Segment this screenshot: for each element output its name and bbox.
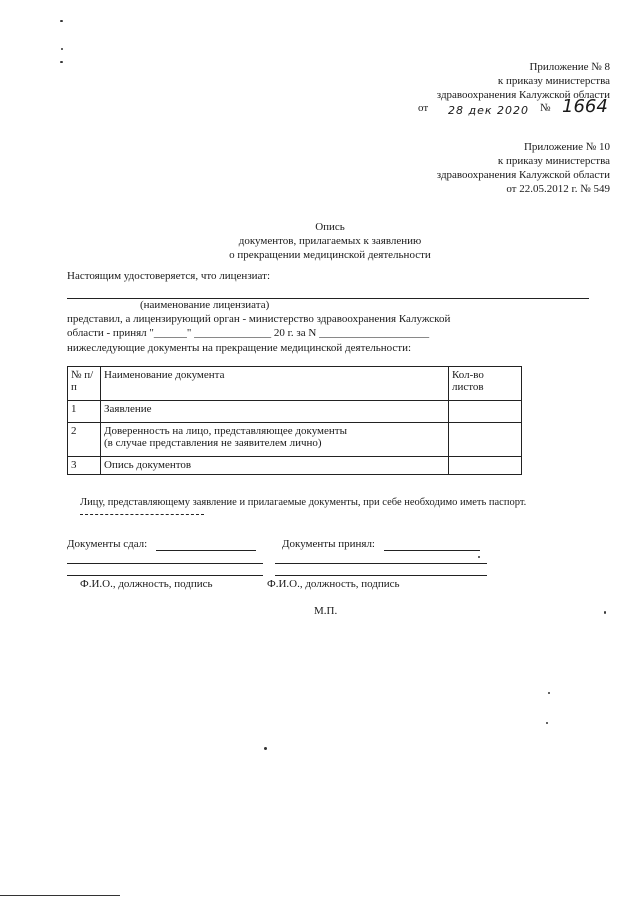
table-header-row bbox=[68, 367, 522, 401]
table-row bbox=[68, 423, 522, 457]
appendix10-title: Приложение № 10 bbox=[523, 141, 610, 153]
row-sheets bbox=[449, 423, 522, 457]
table-row bbox=[68, 401, 522, 423]
title-line3: о прекращении медицинской деятельности bbox=[229, 249, 431, 261]
scan-speck bbox=[546, 722, 548, 724]
appendix10-block bbox=[380, 140, 610, 196]
appendix8-title: Приложение № 8 bbox=[529, 61, 610, 73]
licensee-caption: (наименование лицензиата) bbox=[140, 299, 270, 311]
row-name-line2: (в случае представления не заявителем лично) bbox=[104, 437, 322, 449]
appendix10-date: от 22.05.2012 г. № 549 bbox=[506, 183, 610, 195]
submitted-line-3 bbox=[67, 575, 263, 576]
scan-speck bbox=[60, 61, 63, 63]
presented-text-1: представил, а лицензирующий орган - министерство здравоохранения Калужской bbox=[67, 313, 451, 325]
appendix8-number-handwritten: 1664 bbox=[562, 96, 608, 117]
passport-note: Лицу, представляющему заявление и прилагаемые документы, при себе необходимо иметь паспорт. bbox=[80, 497, 527, 508]
row-name bbox=[101, 401, 449, 423]
row-name-line1: Заявление bbox=[104, 403, 152, 415]
scan-speck bbox=[60, 20, 63, 22]
appendix8-ministry: здравоохранения Калужской области bbox=[436, 89, 610, 101]
row-num: 1 bbox=[68, 401, 101, 423]
row-name bbox=[101, 423, 449, 457]
stamp-place: М.П. bbox=[314, 605, 338, 617]
row-sheets bbox=[449, 401, 522, 423]
row-num: 2 bbox=[68, 423, 101, 457]
title-line1: Опись bbox=[315, 221, 345, 233]
appendix8-number-label: № bbox=[540, 102, 551, 114]
accepted-line-1 bbox=[384, 550, 480, 551]
title-line2: документов, прилагаемых к заявлению bbox=[238, 235, 422, 247]
accepted-label: Документы принял: bbox=[282, 538, 375, 550]
appendix8-date-label: от bbox=[418, 102, 429, 114]
accepted-line-2 bbox=[275, 563, 487, 564]
fio-caption-left: Ф.И.О., должность, подпись bbox=[80, 578, 213, 590]
header-num: № п/п bbox=[68, 367, 101, 401]
fio-caption-right: Ф.И.О., должность, подпись bbox=[267, 578, 400, 590]
appendix8-date-handwritten: 28 дек 2020 bbox=[448, 104, 530, 117]
presented-text-3: нижеследующие документы на прекращение медицинской деятельности: bbox=[67, 342, 412, 354]
accepted-line-3 bbox=[275, 575, 487, 576]
scan-speck bbox=[548, 692, 550, 694]
documents-table bbox=[67, 366, 522, 475]
passport-note-underline bbox=[80, 514, 204, 515]
appendix10-ministry: здравоохранения Калужской области bbox=[436, 169, 610, 181]
table-row bbox=[68, 457, 522, 475]
submitted-label: Документы сдал: bbox=[67, 538, 148, 550]
presented-text-2: области - принял "______" ______________ 20 г. за N ____________________ bbox=[67, 327, 430, 339]
bottom-rule bbox=[0, 895, 120, 896]
submitted-line-1 bbox=[156, 550, 256, 551]
scan-speck bbox=[478, 556, 480, 558]
header-name: Наименование документа bbox=[101, 367, 449, 401]
row-name-line1: Доверенность на лицо, представляющее документы bbox=[104, 425, 347, 437]
row-num: 3 bbox=[68, 457, 101, 475]
row-name bbox=[101, 457, 449, 475]
appendix8-order: к приказу министерства bbox=[497, 75, 610, 87]
scan-speck bbox=[61, 48, 63, 50]
row-sheets bbox=[449, 457, 522, 475]
row-name-line1: Опись документов bbox=[104, 459, 192, 471]
appendix10-order: к приказу министерства bbox=[497, 155, 610, 167]
scan-speck bbox=[604, 611, 606, 614]
scan-speck bbox=[264, 747, 267, 750]
submitted-line-2 bbox=[67, 563, 263, 564]
certify-text: Настоящим удостоверяется, что лицензиат: bbox=[67, 270, 271, 282]
header-sheets: Кол-во листов bbox=[449, 367, 522, 401]
document-title bbox=[140, 220, 520, 262]
